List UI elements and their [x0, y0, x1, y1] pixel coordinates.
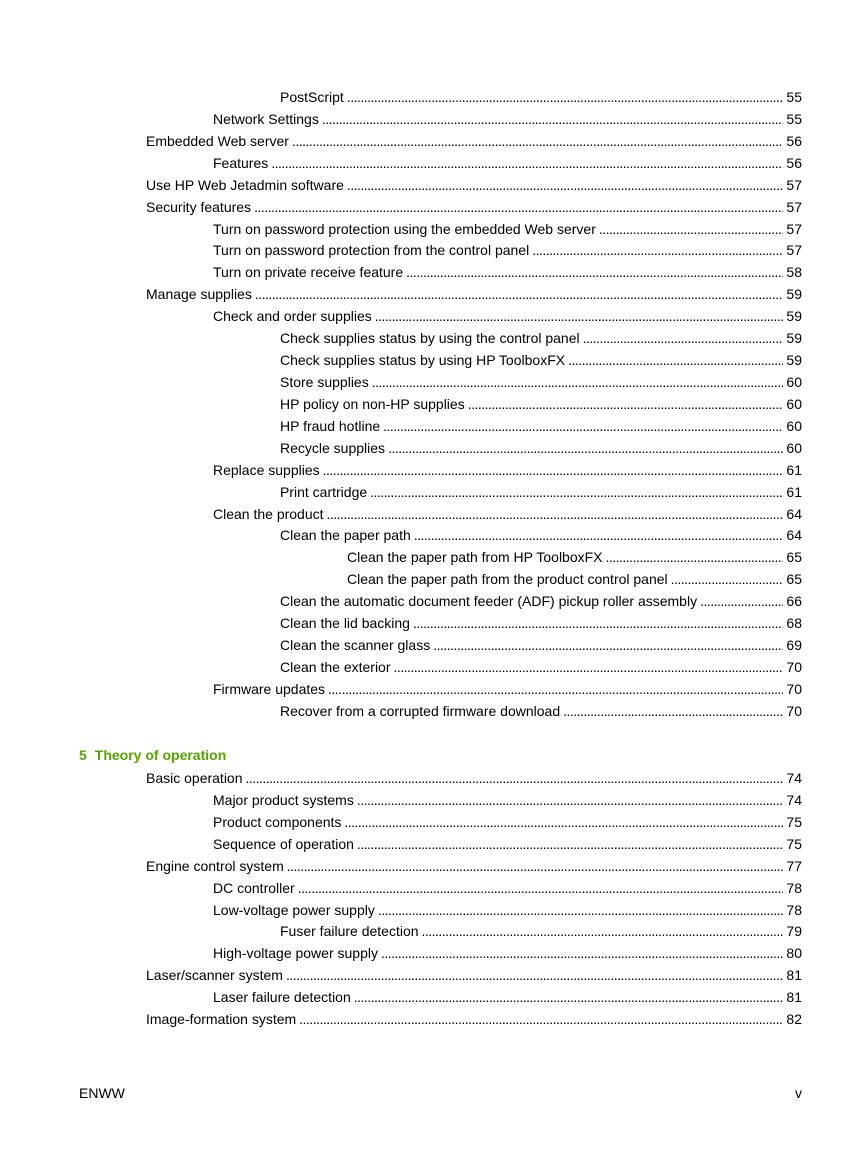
toc-entry-title: Store supplies: [280, 373, 369, 390]
toc-entry[interactable]: [0, 834, 868, 856]
dot-leader: [372, 372, 784, 394]
toc-entry-title: Clean the paper path: [280, 527, 411, 544]
dot-leader: [413, 613, 783, 635]
toc-entry-page-number: 65: [786, 549, 802, 566]
dot-leader: [328, 679, 783, 701]
toc-entry[interactable]: [0, 219, 868, 241]
toc-entry-title: Laser failure detection: [213, 989, 351, 1006]
toc-entry-page-number: 64: [786, 505, 802, 522]
toc-entry-page-number: 69: [786, 637, 802, 654]
toc-entry-title: Manage supplies: [146, 286, 252, 303]
dot-leader: [357, 790, 784, 812]
toc-entry-title: Recycle supplies: [280, 439, 386, 456]
dot-leader: [255, 284, 784, 306]
chapter-title: Theory of operation: [94, 747, 227, 763]
toc-entry-title: Turn on private receive feature: [213, 264, 404, 281]
toc-entry-page-number: 60: [786, 417, 802, 434]
dot-leader: [394, 657, 784, 679]
toc-entry-title: Fuser failure detection: [280, 923, 419, 940]
toc-entry-title: Features: [213, 154, 269, 171]
toc-entry-page-number: 79: [786, 923, 802, 940]
toc-entry[interactable]: [0, 900, 868, 922]
toc-entry[interactable]: [0, 591, 868, 613]
dot-leader: [246, 768, 784, 790]
toc-entry[interactable]: [0, 943, 868, 965]
dot-leader: [287, 856, 784, 878]
toc-entry-page-number: 70: [786, 658, 802, 675]
dot-leader: [406, 262, 783, 284]
dot-leader: [292, 131, 783, 153]
toc-entry-title: Product components: [213, 813, 342, 830]
toc-entry[interactable]: [0, 306, 868, 328]
toc-entry-page-number: 59: [786, 286, 802, 303]
toc-entry-page-number: 55: [786, 110, 802, 127]
toc-entry[interactable]: [0, 878, 868, 900]
toc-entry[interactable]: [0, 679, 868, 701]
dot-leader: [378, 900, 784, 922]
toc-entry-page-number: 65: [786, 571, 802, 588]
toc-entry-title: Clean the lid backing: [280, 615, 410, 632]
toc-entry[interactable]: [0, 921, 868, 943]
toc-entry-title: HP policy on non-HP supplies: [280, 395, 465, 412]
dot-leader: [344, 812, 783, 834]
toc-entry-title: Clean the scanner glass: [280, 637, 431, 654]
chapter-heading[interactable]: [79, 747, 226, 763]
toc-entry-title: Firmware updates: [213, 680, 326, 697]
toc-entry-page-number: 70: [786, 680, 802, 697]
toc-entry-title: Replace supplies: [213, 461, 320, 478]
dot-leader: [254, 197, 783, 219]
toc-entry-title: Security features: [146, 198, 252, 215]
toc-entry-page-number: 59: [786, 352, 802, 369]
toc-entry[interactable]: [0, 372, 868, 394]
toc-entry[interactable]: [0, 197, 868, 219]
toc-entry-page-number: 61: [786, 483, 802, 500]
toc-entry[interactable]: [0, 350, 868, 372]
toc-entry-page-number: 55: [786, 89, 802, 105]
toc-entry-title: Clean the paper path from HP ToolboxFX: [347, 549, 603, 566]
dot-leader: [388, 438, 783, 460]
toc-section-continued: [0, 87, 868, 723]
toc-entry-title: Turn on password protection from the control panel: [213, 242, 530, 259]
dot-leader: [532, 240, 783, 262]
toc-entry[interactable]: [0, 1009, 868, 1031]
toc-entry[interactable]: [0, 131, 868, 153]
dot-leader: [599, 219, 784, 241]
toc-entry[interactable]: [0, 460, 868, 482]
toc-entry-title: Embedded Web server: [146, 132, 289, 149]
toc-entry-title: High-voltage power supply: [213, 945, 378, 962]
footer-left-label: ENWW: [79, 1085, 125, 1101]
dot-leader: [563, 701, 783, 723]
dot-leader: [347, 175, 784, 197]
toc-entry-title: Sequence of operation: [213, 835, 354, 852]
toc-entry[interactable]: [0, 547, 868, 569]
dot-leader: [606, 547, 784, 569]
toc-entry[interactable]: [0, 613, 868, 635]
toc-entry-title: Print cartridge: [280, 483, 368, 500]
dot-leader: [271, 153, 783, 175]
toc-entry[interactable]: [0, 175, 868, 197]
toc-entry-title: Check and order supplies: [213, 308, 372, 325]
toc-entry-page-number: 57: [786, 242, 802, 259]
footer-page-number: v: [795, 1085, 802, 1101]
toc-entry-page-number: 70: [786, 702, 802, 719]
toc-entry[interactable]: [0, 657, 868, 679]
toc-entry[interactable]: [0, 768, 868, 790]
dot-leader: [299, 1009, 783, 1031]
toc-entry-page-number: 59: [786, 330, 802, 347]
toc-entry-page-number: 74: [786, 791, 802, 808]
toc-entry[interactable]: [0, 569, 868, 591]
toc-entry[interactable]: [0, 987, 868, 1009]
toc-entry-page-number: 58: [786, 264, 802, 281]
toc-entry-title: Turn on password protection using the embedded Web server: [213, 220, 596, 237]
toc-entry-title: Clean the paper path from the product control panel: [347, 571, 668, 588]
toc-entry-title: Network Settings: [213, 110, 319, 127]
dot-leader: [354, 987, 784, 1009]
dot-leader: [327, 504, 784, 526]
toc-entry-page-number: 74: [786, 770, 802, 786]
toc-entry-page-number: 82: [786, 1011, 802, 1028]
toc-entry-page-number: 56: [786, 154, 802, 171]
toc-entry-title: Clean the exterior: [280, 658, 391, 675]
toc-entry-page-number: 66: [786, 593, 802, 610]
toc-entry-page-number: 59: [786, 308, 802, 325]
toc-entry-page-number: 80: [786, 945, 802, 962]
toc-entry[interactable]: [0, 790, 868, 812]
toc-entry[interactable]: [0, 438, 868, 460]
toc-entry[interactable]: [0, 416, 868, 438]
toc-entry[interactable]: [0, 504, 868, 526]
dot-leader: [357, 834, 784, 856]
toc-entry-page-number: 57: [786, 176, 802, 193]
toc-entry-title: HP fraud hotline: [280, 417, 381, 434]
toc-entry[interactable]: [0, 240, 868, 262]
toc-entry[interactable]: [0, 812, 868, 834]
dot-leader: [700, 591, 783, 613]
toc-entry-title: Recover from a corrupted firmware download: [280, 702, 561, 719]
toc-entry-page-number: 81: [786, 989, 802, 1006]
toc-entry-page-number: 78: [786, 901, 802, 918]
toc-entry-page-number: 60: [786, 373, 802, 390]
toc-entry-title: Clean the automatic document feeder (ADF) pickup roller assembly: [280, 593, 698, 610]
toc-entry-page-number: 60: [786, 395, 802, 412]
toc-entry-title: PostScript: [280, 89, 344, 105]
toc-entry-page-number: 68: [786, 615, 802, 632]
toc-entry-page-number: 60: [786, 439, 802, 456]
toc-entry[interactable]: [0, 394, 868, 416]
toc-entry[interactable]: [0, 87, 868, 109]
dot-leader: [671, 569, 784, 591]
dot-leader: [298, 878, 784, 900]
toc-entry-title: DC controller: [213, 879, 295, 896]
toc-entry-title: Check supplies status by using HP ToolboxFX: [280, 352, 566, 369]
toc-entry-title: Check supplies status by using the control panel: [280, 330, 580, 347]
toc-entry[interactable]: [0, 153, 868, 175]
toc-entry-page-number: 75: [786, 835, 802, 852]
toc-entry[interactable]: [0, 525, 868, 547]
dot-leader: [414, 525, 784, 547]
toc-entry-page-number: 78: [786, 879, 802, 896]
toc-entry[interactable]: [0, 482, 868, 504]
dot-leader: [468, 394, 784, 416]
toc-entry-page-number: 64: [786, 527, 802, 544]
toc-entry-title: Low-voltage power supply: [213, 901, 375, 918]
toc-entry-page-number: 81: [786, 967, 802, 984]
toc-entry-page-number: 75: [786, 813, 802, 830]
dot-leader: [322, 109, 784, 131]
toc-entry-title: Basic operation: [146, 770, 243, 786]
toc-entry[interactable]: [0, 328, 868, 350]
dot-leader: [583, 328, 784, 350]
toc-entry-page-number: 57: [786, 198, 802, 215]
toc-entry[interactable]: [0, 109, 868, 131]
toc-entry[interactable]: [0, 856, 868, 878]
toc-section-chapter-5: [0, 768, 868, 1031]
chapter-number: 5: [79, 747, 87, 763]
dot-leader: [422, 921, 784, 943]
toc-entry-title: Clean the product: [213, 505, 324, 522]
toc-entry-page-number: 56: [786, 132, 802, 149]
toc-entry-title: Major product systems: [213, 791, 354, 808]
dot-leader: [286, 965, 783, 987]
toc-entry[interactable]: [0, 635, 868, 657]
dot-leader: [323, 460, 784, 482]
dot-leader: [347, 87, 784, 109]
toc-entry-title: Engine control system: [146, 857, 284, 874]
toc-entry[interactable]: [0, 284, 868, 306]
toc-entry[interactable]: [0, 965, 868, 987]
dot-leader: [433, 635, 783, 657]
toc-entry[interactable]: [0, 262, 868, 284]
toc-entry-title: Image-formation system: [146, 1011, 297, 1028]
toc-entry-page-number: 57: [786, 220, 802, 237]
toc-entry-page-number: 77: [786, 857, 802, 874]
dot-leader: [370, 482, 783, 504]
toc-entry-title: Use HP Web Jetadmin software: [146, 176, 344, 193]
dot-leader: [375, 306, 784, 328]
toc-entry-page-number: 61: [786, 461, 802, 478]
toc-entry-title: Laser/scanner system: [146, 967, 283, 984]
toc-entry[interactable]: [0, 701, 868, 723]
dot-leader: [568, 350, 783, 372]
dot-leader: [381, 943, 783, 965]
dot-leader: [383, 416, 783, 438]
